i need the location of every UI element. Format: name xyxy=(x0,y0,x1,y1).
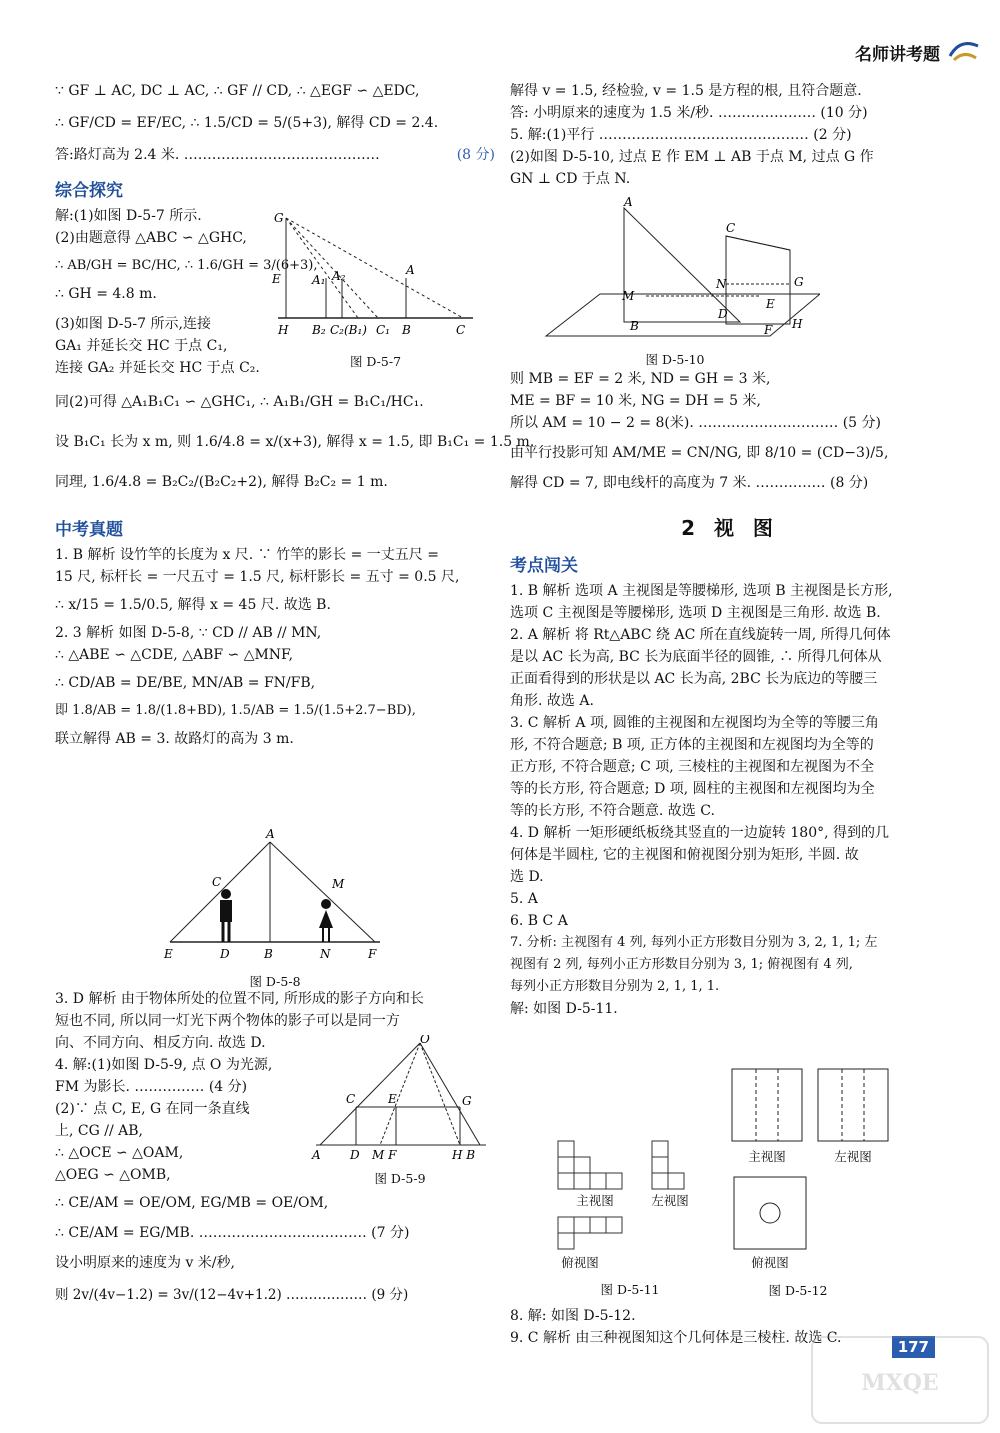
text-line: 正面看得到的形状是以 AC 长为高, 2BC 长为底边的等腰三 xyxy=(510,671,878,687)
svg-text:O: O xyxy=(420,1035,430,1046)
svg-text:C: C xyxy=(456,323,466,337)
figure-caption: 图 D-5-9 xyxy=(374,1171,426,1186)
text-line: ∴ CE/AM = OE/OM, EG/MB = OE/OM, xyxy=(55,1195,329,1211)
view-label: 俯视图 xyxy=(751,1255,789,1270)
text-line: 15 尺, 标杆长 = 一尺五寸 = 1.5 尺, 标杆影长 = 五寸 = 0.5 尺, xyxy=(55,569,460,585)
text-line: ∴ CE/AM = EG/MB. ……………………………… (7 分) xyxy=(55,1225,410,1241)
figure-caption: 图 D-5-10 xyxy=(645,352,705,367)
svg-text:N: N xyxy=(320,947,331,961)
svg-text:A: A xyxy=(624,196,633,209)
text-line: 是以 AC 长为高, BC 长为底面半径的圆锥, ∴ 所得几何体从 xyxy=(510,649,882,665)
figure-d-5-7 xyxy=(268,208,483,368)
figure-d-5-11 xyxy=(550,1135,720,1300)
text-line: 则 MB = EF = 2 米, ND = GH = 3 米, xyxy=(510,371,771,387)
text-line xyxy=(55,144,495,166)
svg-text:H: H xyxy=(278,323,289,337)
svg-text:F: F xyxy=(764,323,773,337)
text-line: (2)∵ 点 C, E, G 在同一条直线 xyxy=(55,1101,250,1117)
text-line: 正方形, 不符合题意; C 项, 三棱柱的主视图和左视图为不全 xyxy=(510,759,875,775)
section-title: 考点闯关 xyxy=(510,556,578,576)
text-line: 即 1.8/AB = 1.8/(1.8+BD), 1.5/AB = 1.5/(1.5+2.7−BD), xyxy=(55,703,416,718)
text-line: 解得 CD = 7, 即电线杆的高度为 7 米. …………… (8 分) xyxy=(510,475,869,491)
text-line: 9. C 解析 由三种视图知这个几何体是三棱柱. 故选 C. xyxy=(510,1330,842,1346)
section-title: 中考真题 xyxy=(55,520,123,540)
svg-text:C₂(B₁): C₂(B₁) xyxy=(330,323,367,337)
text-line: 8. 解: 如图 D-5-12. xyxy=(510,1308,636,1324)
text-line: ME = BF = 10 米, NG = DH = 5 米, xyxy=(510,393,761,409)
text-line: 设小明原来的速度为 v 米/秒, xyxy=(55,1255,235,1271)
text-line: 设 B₁C₁ 长为 x m, 则 1.6/4.8 = x/(x+3), 解得 x = 1.5, 即 B₁C₁ = 1.5 m. xyxy=(55,434,535,450)
svg-text:M: M xyxy=(332,877,345,891)
svg-text:B: B xyxy=(402,323,411,337)
figure-caption: 图 D-5-11 xyxy=(600,1282,660,1297)
page-number: 177 xyxy=(892,1336,935,1358)
svg-text:E: E xyxy=(388,1092,397,1106)
text-line: 解:(1)如图 D-5-7 所示. xyxy=(55,208,202,224)
section-title: 综合探究 xyxy=(55,181,123,201)
text-line: 2. 3 解析 如图 D-5-8, ∵ CD // AB // MN, xyxy=(55,625,322,641)
svg-text:B: B xyxy=(630,319,639,333)
svg-text:F: F xyxy=(368,947,377,961)
svg-text:B: B xyxy=(264,947,273,961)
svg-text:D: D xyxy=(718,307,728,321)
text-line: 连接 GA₂ 并延长交 HC 于点 C₂. xyxy=(55,360,260,376)
text-line: 4. 解:(1)如图 D-5-9, 点 O 为光源, xyxy=(55,1057,273,1073)
top-view-circle xyxy=(732,1175,812,1255)
text-line: 向、不同方向、相反方向. 故选 D. xyxy=(55,1035,266,1051)
svg-text:A: A xyxy=(406,263,415,277)
view-label: 主视图 xyxy=(748,1149,786,1164)
brand-logo-icon xyxy=(946,36,982,66)
svg-text:E: E xyxy=(272,272,281,286)
svg-text:C: C xyxy=(726,221,736,235)
svg-text:E: E xyxy=(164,947,173,961)
svg-text:MXQE: MXQE xyxy=(861,1370,939,1396)
text-line: 等的长方形, 不符合题意. 故选 C. xyxy=(510,803,715,819)
text-line: ∴ CD/AB = DE/BE, MN/AB = FN/FB, xyxy=(55,675,316,691)
text-line: (2)如图 D-5-10, 过点 E 作 EM ⊥ AB 于点 M, 过点 G 作 xyxy=(510,149,874,165)
figure-d-5-10 xyxy=(530,196,820,366)
top-view-grid xyxy=(550,1213,640,1253)
svg-text:H: H xyxy=(792,317,803,331)
text-line: 短也不同, 所以同一灯光下两个物体的影子可以是同一方 xyxy=(55,1013,400,1029)
svg-text:N: N xyxy=(716,277,727,291)
svg-text:H B: H B xyxy=(452,1148,476,1162)
text-line: 所以 AM = 10 − 2 = 8(米). ………………………… (5 分) xyxy=(510,415,881,431)
text-line: 则 2v/(4v−1.2) = 3v/(12−4v+1.2) ……………… (9 分) xyxy=(55,1287,409,1303)
text-line: (2)由题意得 △ABC ∽ △GHC, xyxy=(55,230,247,246)
text-line: 3. D 解析 由于物体所处的位置不同, 所形成的影子方向和长 xyxy=(55,991,424,1007)
svg-text:A₁: A₁ xyxy=(312,273,326,287)
figure-d-5-8-diagram xyxy=(160,828,390,968)
text-line: FM 为影长. …………… (4 分) xyxy=(55,1079,248,1095)
figure-caption: 图 D-5-8 xyxy=(249,974,301,989)
text-line: ∴ △OCE ∽ △OAM, xyxy=(55,1145,184,1161)
view-label: 左视图 xyxy=(834,1149,872,1164)
figure-d-5-8 xyxy=(160,828,390,988)
figure-d-5-10-diagram xyxy=(530,196,820,346)
svg-text:A: A xyxy=(266,828,275,841)
text-line: 每列小正方形数目分别为 2, 1, 1, 1. xyxy=(510,979,720,994)
text-line: 7. 分析: 主视图有 4 列, 每列小正方形数目分别为 3, 2, 1, 1; 左 xyxy=(510,935,878,950)
svg-text:G: G xyxy=(462,1094,472,1108)
text-line: 同(2)可得 △A₁B₁C₁ ∽ △GHC₁, ∴ A₁B₁/GH = B₁C₁/HC₁. xyxy=(55,394,424,410)
left-column xyxy=(55,80,535,750)
text-line: 5. A xyxy=(510,891,538,907)
text-line: 何体是半圆柱, 它的主视图和俯视图分别为矩形, 半圆. 故 xyxy=(510,847,859,863)
text-line: GA₁ 并延长交 HC 于点 C₁, xyxy=(55,338,228,354)
figure-caption: 图 D-5-12 xyxy=(768,1283,828,1298)
svg-text:D: D xyxy=(220,947,230,961)
text-line: ∵ GF ⊥ AC, DC ⊥ AC, ∴ GF // CD, ∴ △EGF ∽ △EDC, xyxy=(55,83,420,99)
svg-text:G: G xyxy=(274,211,284,225)
text-line: 角形. 故选 A. xyxy=(510,693,594,709)
text-line: 答: 小明原来的速度为 1.5 米/秒. ………………… (10 分) xyxy=(510,105,868,121)
svg-text:C: C xyxy=(346,1092,356,1106)
text-line: 选项 C 主视图是等腰梯形, 选项 D 主视图是三角形. 故选 B. xyxy=(510,605,881,621)
text-line: 6. B C A xyxy=(510,913,568,929)
text-line: GN ⊥ CD 于点 N. xyxy=(510,171,631,187)
svg-text:G: G xyxy=(794,275,804,289)
svg-text:D: D xyxy=(350,1148,360,1162)
svg-text:E: E xyxy=(766,297,775,311)
figure-caption: 图 D-5-7 xyxy=(349,354,402,369)
figure-d-5-9 xyxy=(310,1035,490,1185)
watermark-logo-icon xyxy=(810,1335,990,1425)
text-line: 3. C 解析 A 项, 圆锥的主视图和左视图均为全等的等腰三角 xyxy=(510,715,879,731)
svg-text:C₁: C₁ xyxy=(376,323,390,337)
header-brand: 名师讲考题 xyxy=(855,45,940,65)
svg-text:A: A xyxy=(312,1148,321,1162)
view-label: 俯视图 xyxy=(561,1255,599,1270)
text-line: 解: 如图 D-5-11. xyxy=(510,1001,618,1017)
text-line: 联立解得 AB = 3. 故路灯的高为 3 m. xyxy=(55,731,294,747)
text-line: 形, 不符合题意; B 项, 正方体的主视图和左视图均为全等的 xyxy=(510,737,874,753)
figure-d-5-9-diagram xyxy=(310,1035,490,1165)
chapter-title: 2 视 图 xyxy=(681,516,779,540)
svg-text:A₂: A₂ xyxy=(332,269,346,283)
text-line: 视图有 2 列, 每列小正方形数目分别为 3, 1; 俯视图有 4 列, xyxy=(510,957,853,972)
front-left-view-rect xyxy=(728,1065,898,1145)
answer-line: 答:路灯高为 2.4 米. …………………………………… xyxy=(55,147,380,163)
text-line: ∴ GF/CD = EF/EC, ∴ 1.5/CD = 5/(5+3), 解得 CD = 2.4. xyxy=(55,115,439,131)
right-column-mid xyxy=(510,368,950,1020)
text-line: 选 D. xyxy=(510,869,544,885)
text-line: 4. D 解析 一矩形硬纸板绕其竖直的一边旋转 180°, 得到的几 xyxy=(510,825,890,841)
text-line: 等的长方形, 符合题意; D 项, 圆柱的主视图和左视图均为全 xyxy=(510,781,875,797)
text-line: 1. B 解析 选项 A 主视图是等腰梯形, 选项 B 主视图是长方形, xyxy=(510,583,893,599)
svg-text:M: M xyxy=(622,289,635,303)
text-line: 1. B 解析 设竹竿的长度为 x 尺. ∵ 竹竿的影长 = 一丈五尺 = xyxy=(55,547,439,563)
text-line: 上, CG // AB, xyxy=(55,1123,143,1139)
text-line: ∴ △ABE ∽ △CDE, △ABF ∽ △MNF, xyxy=(55,647,294,663)
score: (8 分) xyxy=(456,147,495,163)
text-line: 由平行投影可知 AM/ME = CN/NG, 即 8/10 = (CD−3)/5, xyxy=(510,445,889,461)
view-label: 主视图 xyxy=(576,1193,614,1208)
text-line: 2. A 解析 将 Rt△ABC 绕 AC 所在直线旋转一周, 所得几何体 xyxy=(510,627,891,643)
svg-text:C: C xyxy=(212,875,222,889)
text-line: (3)如图 D-5-7 所示,连接 xyxy=(55,316,211,332)
text-line: 解得 v = 1.5, 经检验, v = 1.5 是方程的根, 且符合题意. xyxy=(510,83,862,99)
right-column xyxy=(510,80,950,190)
text-line: 5. 解:(1)平行 ……………………………………… (2 分) xyxy=(510,127,852,143)
text-line: ∴ AB/GH = BC/HC, ∴ 1.6/GH = 3/(6+3), xyxy=(55,258,318,273)
svg-text:M F: M F xyxy=(372,1148,397,1162)
view-label: 左视图 xyxy=(651,1193,689,1208)
svg-text:B₂: B₂ xyxy=(312,323,326,337)
text-line: △OEG ∽ △OMB, xyxy=(55,1167,171,1183)
text-line: ∴ x/15 = 1.5/0.5, 解得 x = 45 尺. 故选 B. xyxy=(55,597,331,613)
figure-d-5-12 xyxy=(728,1065,898,1305)
text-line: ∴ GH = 4.8 m. xyxy=(55,286,157,302)
text-line: 同理, 1.6/4.8 = B₂C₂/(B₂C₂+2), 解得 B₂C₂ = 1 m. xyxy=(55,474,388,490)
figure-d-5-7-diagram xyxy=(268,208,483,348)
